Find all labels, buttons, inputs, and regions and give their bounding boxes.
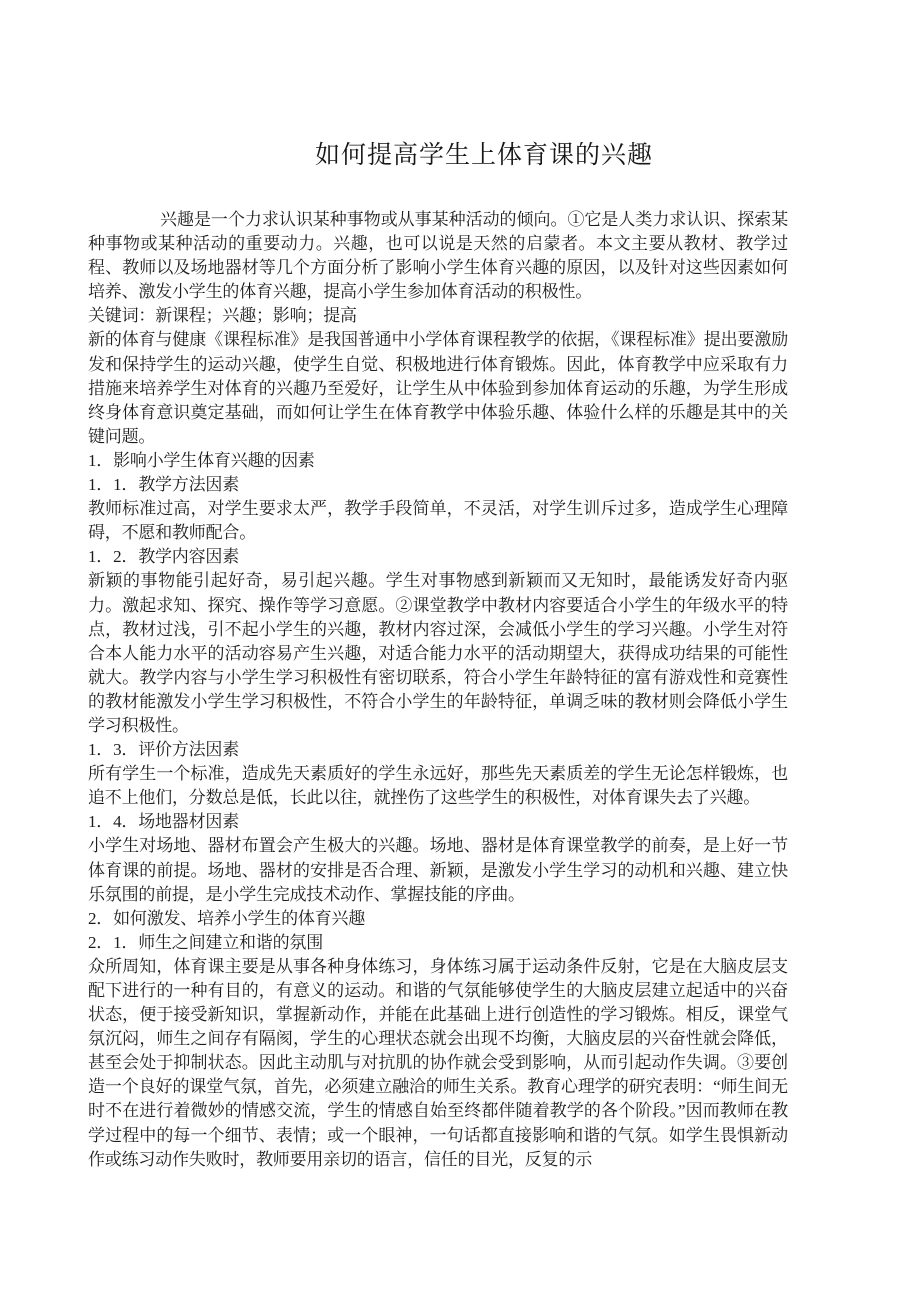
paragraph-evaluation-method: 所有学生一个标准，造成先天素质好的学生永远好，那些先天素质差的学生无论怎样锻炼，也追不上他们，分数总是低，长此以往，就挫伤了这些学生的积极性，对体育课失去了兴趣。 [88,764,788,808]
document-body [88,208,788,1172]
paragraph-intro: 新的体育与健康《课程标准》是我国普通中小学体育课程教学的依据，《课程标准》提出要激励发和保持学生的运动兴趣，使学生自觉、积极地进行体育锻炼。因此，体育教学中应采取有力措施来培养学生对体育的兴趣乃至爱好，让学生从中体验到参加体育运动的乐趣，为学生形成终身体育意识奠定基础，而如何让学生在体育教学中体验乐趣、体验什么样的乐趣是其中的关键问题。 [88,330,788,446]
paragraph-abstract: 兴趣是一个力求认识某种事物或从事某种活动的倾向。①它是人类力求认识、探索某种事物或某种活动的重要动力。兴趣，也可以说是天然的启蒙者。本文主要从教材、教学过程、教师以及场地器材等几个方面分析了影响小学生体育兴趣的原因，以及针对这些因素如何培养、激发小学生的体育兴趣，提高小学生参加体育活动的积极性。 [88,210,788,302]
heading-section-1-2: 1．2．教学内容因素 [88,547,239,567]
heading-section-1-4: 1．4．场地器材因素 [88,812,239,832]
paragraph-teacher-student-atmosphere: 众所周知，体育课主要是从事各种身体练习，身体练习属于运动条件反射，它是在大脑皮层支配下进行的一种有目的，有意义的运动。和谐的气氛能够使学生的大脑皮层建立起适中的兴奋状态，便于接受新知识，掌握新动作，并能在此基础上进行创造性的学习锻炼。相反，课堂气氛沉闷，师生之间存有隔阂，学生的心理状态就会出现不均衡，大脑皮层的兴奋性就会降低，甚至会处于抑制状态。因此主动肌与对抗肌的协作就会受到影响，从而引起动作失调。③要创造一个良好的课堂气氛，首先，必须建立融洽的师生关系。教育心理学的研究表明：“师生间无时不在进行着微妙的情感交流，学生的情感自始至终都伴随着教学的各个阶段。”因而教师在教学过程中的每一个细节、表情；或一个眼神，一句话都直接影响和谐的气氛。如学生畏惧新动作或练习动作失败时，教师要用亲切的语言，信任的目光，反复的示 [88,956,788,1169]
paragraph-keywords: 关键词：新课程；兴趣；影响；提高 [88,306,357,326]
heading-section-1: 1．影响小学生体育兴趣的因素 [88,450,315,470]
paragraph-venue-equipment: 小学生对场地、器材布置会产生极大的兴趣。场地、器材是体育课堂教学的前奏，是上好一节体育课的前提。场地、器材的安排是否合理、新颖，是激发小学生学习的动机和兴趣、建立快乐氛围的前提，是小学生完成技术动作、掌握技能的序曲。 [88,836,788,904]
heading-section-2-1: 2．1．师生之间建立和谐的氛围 [88,932,323,952]
paragraph-teaching-content: 新颖的事物能引起好奇，易引起兴趣。学生对事物感到新颖而又无知时，最能诱发好奇内驱力。激起求知、探究、操作等学习意愿。②课堂教学中教材内容要适合小学生的年级水平的特点，教材过浅，引不起小学生的兴趣，教材内容过深，会减低小学生的学习兴趣。小学生对符合本人能力水平的活动容易产生兴趣，对适合能力水平的活动期望大，获得成功结果的可能性就大。教学内容与小学生学习积极性有密切联系，符合小学生年龄特征的富有游戏性和竞赛性的教材能激发小学生学习积极性，不符合小学生的年龄特征，单调乏味的教材则会降低小学生学习积极性。 [88,571,788,735]
paragraph-teaching-method: 教师标准过高，对学生要求太严，教学手段简单，不灵活，对学生训斥过多，造成学生心理障碍，不愿和教师配合。 [88,499,788,543]
page-title: 如何提高学生上体育课的兴趣 [314,142,653,169]
heading-section-1-1: 1．1．教学方法因素 [88,475,239,495]
heading-section-2: 2．如何激发、培养小学生的体育兴趣 [88,908,366,928]
heading-section-1-3: 1．3．评价方法因素 [88,740,239,760]
